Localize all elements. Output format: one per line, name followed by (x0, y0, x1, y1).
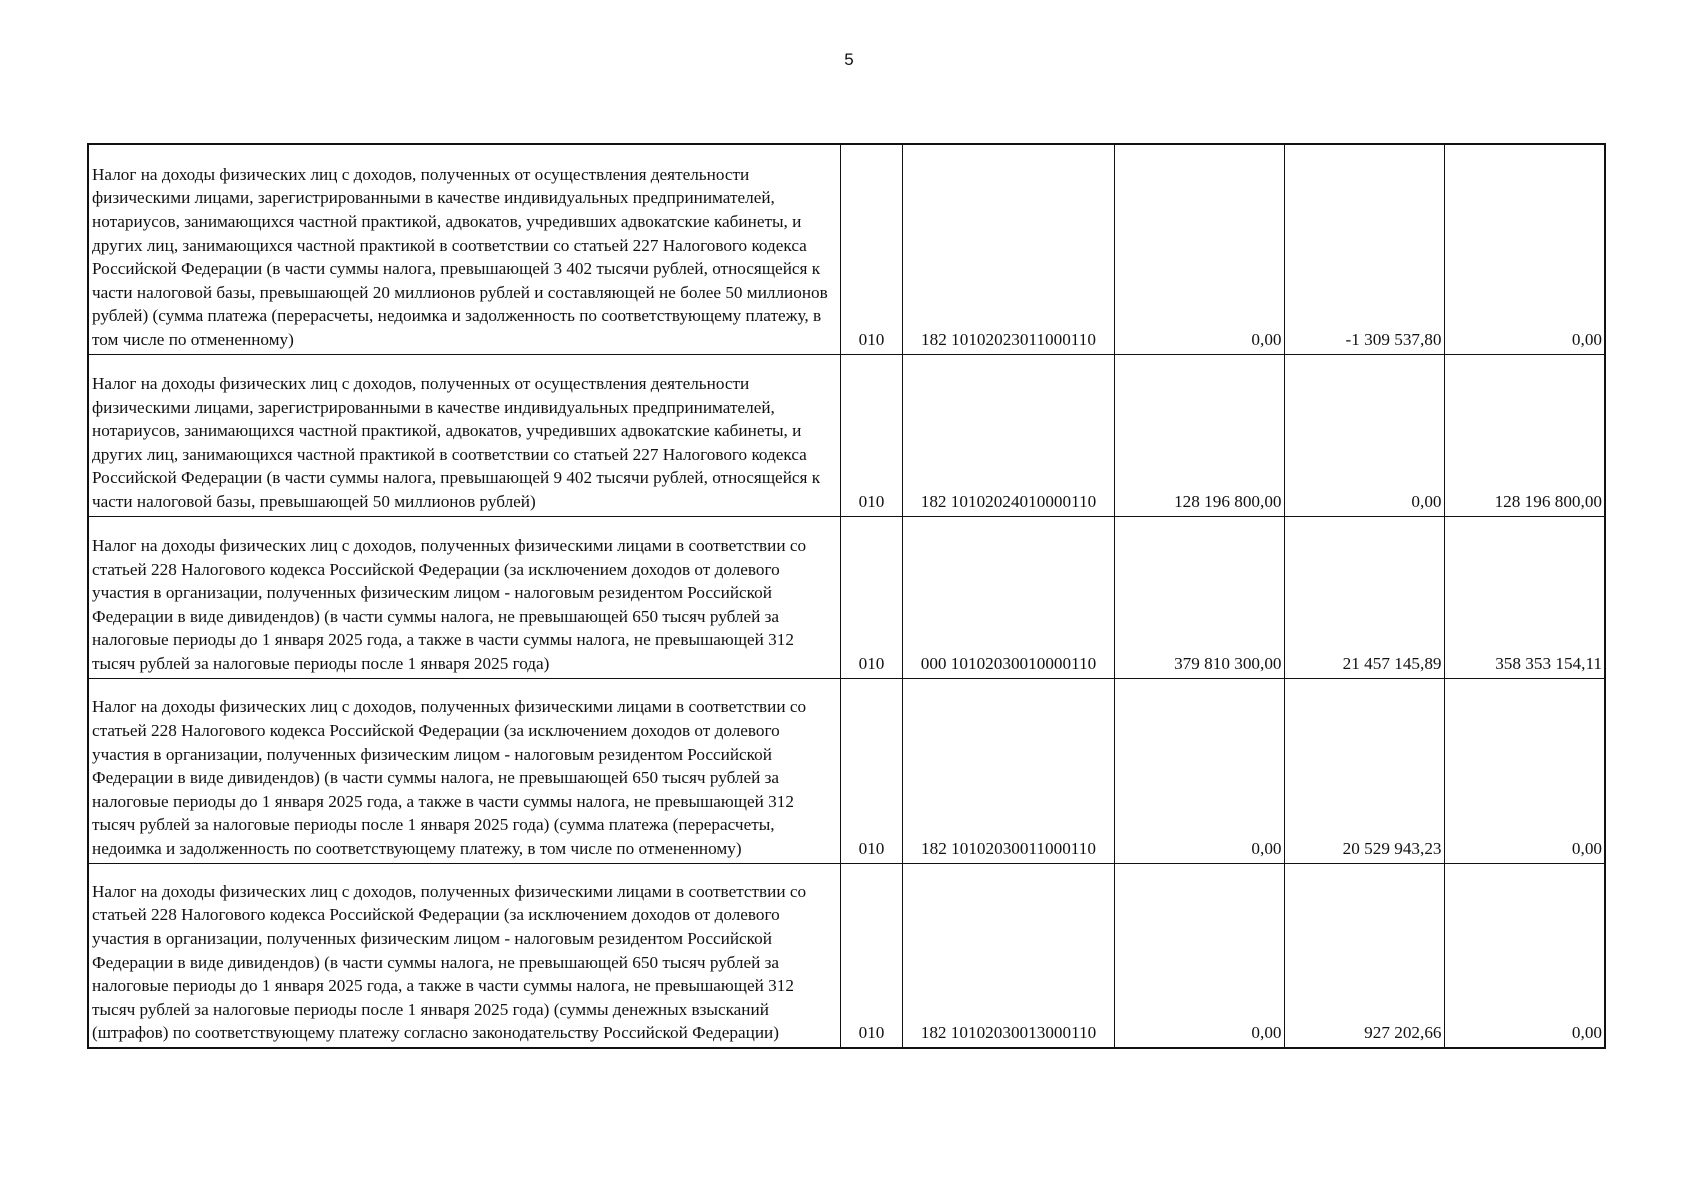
row-unexecuted: 0,00 (1444, 144, 1605, 354)
row-description: Налог на доходы физических лиц с доходов, полученных от осуществления деятельности физическими лицами, зарегистрированными в качестве индивидуальных предпринимателей, нотариусов, занимающихся частной практикой, адвокатов, учредивших адвокатские кабинеты, и других лиц, занимающихся частной практикой в соответствии со статьей 227 Налогового кодекса Российской Федерации (в части суммы налога, превышающей 3 402 тысячи рублей, относящейся к части налоговой базы, превышающей 20 миллионов рублей и составляющей не более 50 миллионов рублей) (сумма платежа (перерасчеты, недоимка и задолженность по соответствующему платежу, в том числе по отмененному) (88, 144, 840, 354)
table-row (88, 354, 1605, 516)
table-row (88, 516, 1605, 678)
table-row (88, 144, 1605, 354)
row-approved: 0,00 (1114, 863, 1284, 1048)
row-executed: 0,00 (1284, 354, 1444, 516)
row-budget-code: 182 10102030011000110 (902, 678, 1114, 863)
row-budget-code: 182 10102030013000110 (902, 863, 1114, 1048)
row-line-code: 010 (840, 516, 902, 678)
page-number: 5 (844, 50, 854, 69)
row-budget-code: 182 10102024010000110 (902, 354, 1114, 516)
row-unexecuted: 0,00 (1444, 678, 1605, 863)
row-line-code: 010 (840, 354, 902, 516)
row-line-code: 010 (840, 144, 902, 354)
row-budget-code: 000 10102030010000110 (902, 516, 1114, 678)
row-approved: 0,00 (1114, 144, 1284, 354)
row-description: Налог на доходы физических лиц с доходов, полученных физическими лицами в соответствии со статьей 228 Налогового кодекса Российской Федерации (за исключением доходов от долевого участия в организации, полученных физическим лицом - налоговым резидентом Российской Федерации в виде дивидендов) (в части суммы налога, не превышающей 650 тысяч рублей за налоговые периоды до 1 января 2025 года, а также в части суммы налога, не превышающей 312 тысяч рублей за налоговые периоды после 1 января 2025 года) (суммы денежных взысканий (штрафов) по соответствующему платежу согласно законодательству Российской Федерации) (88, 863, 840, 1048)
row-unexecuted: 358 353 154,11 (1444, 516, 1605, 678)
row-approved: 128 196 800,00 (1114, 354, 1284, 516)
row-unexecuted: 128 196 800,00 (1444, 354, 1605, 516)
row-approved: 379 810 300,00 (1114, 516, 1284, 678)
row-executed: -1 309 537,80 (1284, 144, 1444, 354)
row-executed: 21 457 145,89 (1284, 516, 1444, 678)
income-table (87, 143, 1606, 1049)
row-description: Налог на доходы физических лиц с доходов, полученных от осуществления деятельности физическими лицами, зарегистрированными в качестве индивидуальных предпринимателей, нотариусов, занимающихся частной практикой, адвокатов, учредивших адвокатские кабинеты, и других лиц, занимающихся частной практикой в соответствии со статьей 227 Налогового кодекса Российской Федерации (в части суммы налога, превышающей 9 402 тысячи рублей, относящейся к части налоговой базы, превышающей 50 миллионов рублей) (88, 354, 840, 516)
row-executed: 927 202,66 (1284, 863, 1444, 1048)
row-line-code: 010 (840, 863, 902, 1048)
row-budget-code: 182 10102023011000110 (902, 144, 1114, 354)
row-line-code: 010 (840, 678, 902, 863)
table-row (88, 863, 1605, 1048)
row-description: Налог на доходы физических лиц с доходов, полученных физическими лицами в соответствии со статьей 228 Налогового кодекса Российской Федерации (за исключением доходов от долевого участия в организации, полученных физическим лицом - налоговым резидентом Российской Федерации в виде дивидендов) (в части суммы налога, не превышающей 650 тысяч рублей за налоговые периоды до 1 января 2025 года, а также в части суммы налога, не превышающей 312 тысяч рублей за налоговые периоды после 1 января 2025 года) (сумма платежа (перерасчеты, недоимка и задолженность по соответствующему платежу, в том числе по отмененному) (88, 678, 840, 863)
table-row (88, 678, 1605, 863)
row-approved: 0,00 (1114, 678, 1284, 863)
row-unexecuted: 0,00 (1444, 863, 1605, 1048)
row-description: Налог на доходы физических лиц с доходов, полученных физическими лицами в соответствии со статьей 228 Налогового кодекса Российской Федерации (за исключением доходов от долевого участия в организации, полученных физическим лицом - налоговым резидентом Российской Федерации в виде дивидендов) (в части суммы налога, не превышающей 650 тысяч рублей за налоговые периоды до 1 января 2025 года, а также в части суммы налога, не превышающей 312 тысяч рублей за налоговые периоды после 1 января 2025 года) (88, 516, 840, 678)
row-executed: 20 529 943,23 (1284, 678, 1444, 863)
